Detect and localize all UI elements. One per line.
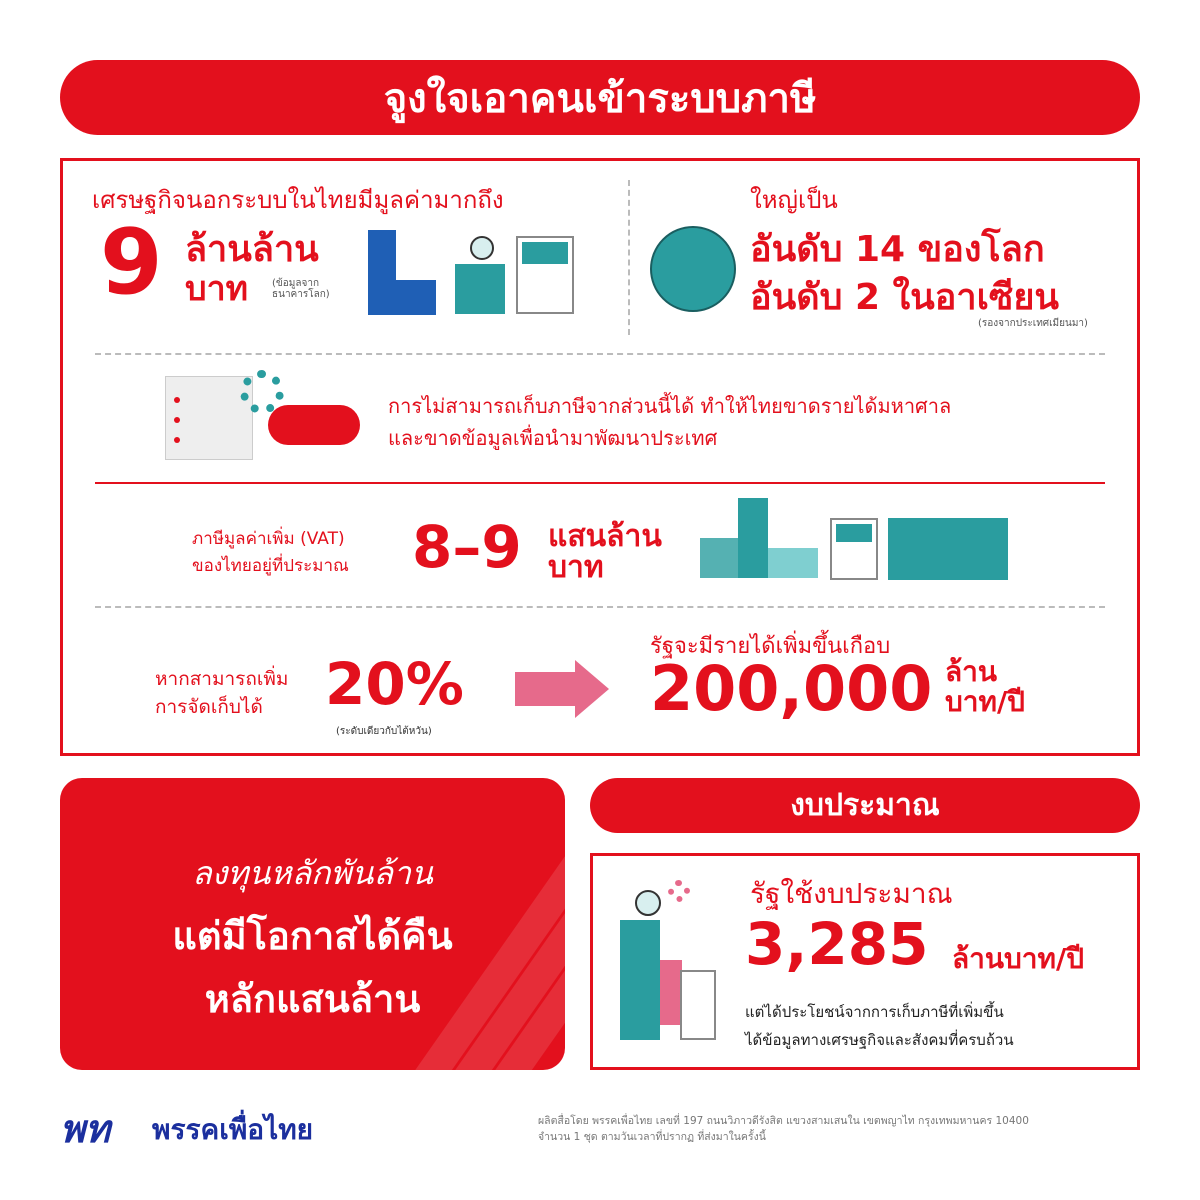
s1-number: 9 [100,210,163,315]
s2-line1: ใหญ่เป็น [750,186,838,214]
s5-percent: 20% [325,650,464,718]
s5-result-unit2: บาท/ปี [945,685,1025,718]
s5-label1: หากสามารถเพิ่ม [155,668,289,690]
s4-unit1: แสนล้าน [548,519,662,554]
s1-heading: เศรษฐกิจนอกระบบในไทยมีมูลค่ามากถึง [92,186,504,214]
s1-source: (ข้อมูลจาก ธนาคารโลก) [272,278,330,300]
arrow-icon [515,672,575,706]
budget-note1: แต่ได้ประโยชน์จากการเก็บภาษีที่เพิ่มขึ้น [745,1003,1004,1021]
invest-card [60,778,565,1070]
invest-line3: หลักแสนล้าน [204,977,421,1021]
budget-note2: ได้ข้อมูลทางเศรษฐกิจและสังคมที่ครบถ้วน [745,1031,1014,1049]
s3-line1: การไม่สามารถเก็บภาษีจากส่วนนี้ได้ ทำให้ไทยขาดรายได้มหาศาล [388,394,952,418]
coin-stack-icon [450,236,510,316]
document-icon [516,236,574,314]
s2-line2: อันดับ 14 ของโลก [750,229,1045,270]
page-title: จูงใจเอาคนเข้าระบบภาษี [383,75,817,122]
s5-result-label: รัฐจะมีรายได้เพิ่มขึ้นเกือบ [650,634,891,659]
s2-line3: อันดับ 2 ในอาเซียน [750,277,1060,318]
footer-line1: ผลิตสื่อโดย พรรคเพื่อไทย เลขที่ 197 ถนนวิภาวดีรังสิต แขวงสามเสนใน เขตพญาไท กรุงเทพมหานคร 10400 [538,1115,1029,1127]
budget-unit: ล้านบาท/ปี [952,942,1084,975]
budget-label: รัฐใช้งบประมาณ [750,877,953,910]
arrow-head-icon [575,660,609,718]
buildings-icon [368,230,438,315]
divider [628,180,630,335]
s1-unit2: บาท [185,269,249,309]
s4-label2: ของไทยอยู่ที่ประมาณ [192,556,349,576]
s5-result-unit1: ล้าน [945,655,998,688]
divider [95,606,1105,608]
s5-result-number: 200,000 [650,652,933,725]
divider [95,482,1105,484]
budget-number: 3,285 [745,910,929,978]
s4-label1: ภาษีมูลค่าเพิ่ม (VAT) [192,529,345,549]
growth-chart-icon [620,880,720,1045]
title-banner [60,60,1140,135]
s4-unit2: บาท [548,550,604,585]
document-icon [830,518,878,580]
divider [95,353,1105,355]
s5-note: (ระดับเดียวกับไต้หวัน) [336,726,432,737]
buildings-icon [700,498,820,578]
chat-bubble-icon [268,405,360,445]
budget-title: งบประมาณ [790,788,940,823]
invest-line2: แต่มีโอกาสได้คืน [172,914,453,958]
party-logo-mark: พท [60,1107,111,1151]
globe-icon [650,226,736,312]
invest-line1: ลงทุนหลักพันล้าน [192,854,433,892]
s1-unit1: ล้านล้าน [185,229,319,270]
s2-note: (รองจากประเทศเมียนมา) [978,318,1088,329]
party-name: พรรคเพื่อไทย [152,1113,314,1146]
budget-title-banner [590,778,1140,833]
coin-stack-icon [888,518,1008,580]
footer-line2: จำนวน 1 ชุด ตามวันเวลาที่ปรากฏ ที่ส่งมาในครั้งนี้ [538,1131,766,1143]
s3-line2: และขาดข้อมูลเพื่อนำมาพัฒนาประเทศ [388,426,718,450]
s4-number: 8–9 [412,513,522,581]
s5-label2: การจัดเก็บได้ [155,696,263,718]
